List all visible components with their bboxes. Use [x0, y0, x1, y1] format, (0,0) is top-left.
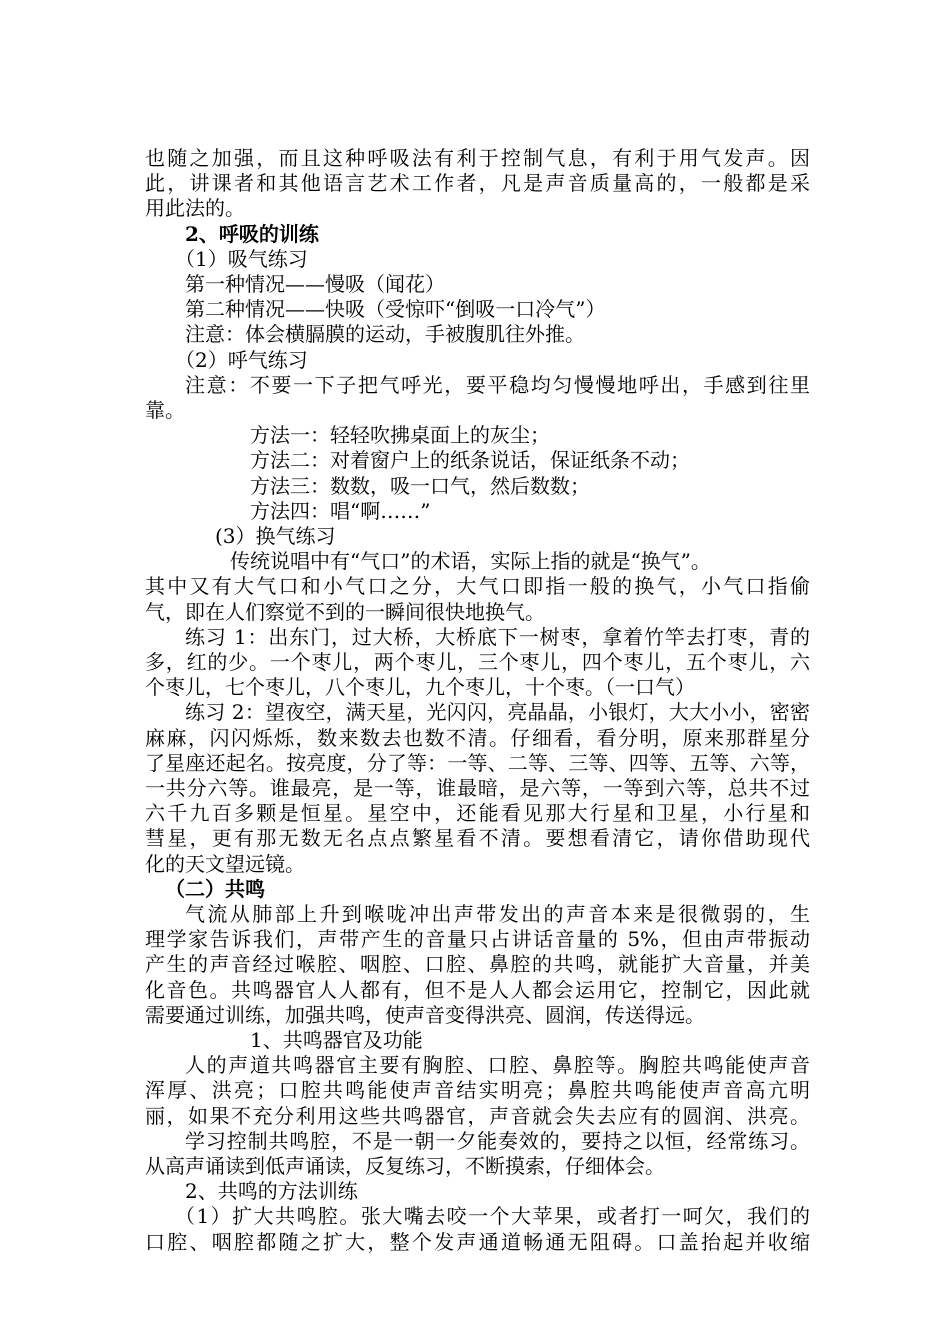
text-line: 彗星，更有那无数无名点点繁星看不清。要想看清它，请你借助现代 — [145, 826, 810, 851]
text-line: 方法一：轻轻吹拂桌面上的灰尘； — [250, 423, 550, 448]
text-line: （1）吸气练习 — [175, 246, 308, 271]
text-line: 1、共鸣器官及功能 — [250, 1028, 423, 1052]
text-line: 练习 2：望夜空，满天星，光闪闪，亮晶晶，小银灯，大大小小，密密 — [185, 700, 810, 725]
text-line: 理学家告诉我们，声带产生的音量只占讲话音量的 5%，但由声带振动 — [145, 927, 810, 952]
text-line: 一共分六等。谁最亮，是一等，谁最暗，是六等，一等到六等，总共不过 — [145, 776, 810, 800]
text-line: 产生的声音经过喉腔、咽腔、口腔、鼻腔的共鸣，就能扩大音量，并美 — [145, 952, 810, 977]
text-line: 方法四：唱“啊……” — [250, 498, 431, 523]
text-line: 也随之加强，而且这种呼吸法有利于控制气息，有利于用气发声。因 — [145, 146, 810, 170]
text-line: 丽，如果不充分利用这些共鸣器官，声音就会失去应有的圆润、洪亮。 — [145, 1103, 810, 1128]
text-line: 人的声道共鸣器官主要有胸腔、口腔、鼻腔等。胸腔共鸣能使声音 — [185, 1053, 810, 1078]
text-line: (3）换气练习 — [215, 524, 336, 548]
text-line: 传统说唱中有“气口”的术语，实际上指的就是“换气”。 — [230, 549, 711, 574]
text-line: 方法三：数数，吸一口气，然后数数； — [250, 473, 590, 498]
text-line: 从高声诵读到低声诵读，反复练习，不断摸索，仔细体会。 — [145, 1154, 665, 1178]
text-line: 口腔、咽腔都随之扩大，整个发声通道畅通无阻碍。口盖抬起并收缩 — [145, 1229, 810, 1254]
text-line: 了星座还起名。按亮度，分了等：一等、二等、三等、四等、五等、六等， — [145, 750, 810, 775]
text-line: 第一种情况——慢吸（闻花） — [185, 272, 445, 296]
text-line: 麻麻，闪闪烁烁，数来数去也数不清。仔细看，看分明，原来那群星分 — [145, 725, 810, 750]
text-line: 个枣儿，七个枣儿，八个枣儿，九个枣儿，十个枣。（一口气） — [145, 675, 695, 700]
text-line: （2）呼气练习 — [175, 347, 308, 372]
text-line: 练习 1：出东门，过大桥，大桥底下一树枣，拿着竹竿去打枣，青的 — [185, 624, 810, 649]
text-line: 2、呼吸的训练 — [185, 221, 319, 246]
text-line: 其中又有大气口和小气口之分，大气口即指一般的换气，小气口指偷 — [145, 574, 810, 599]
text-line: 此，讲课者和其他语言艺术工作者，凡是声音质量高的，一般都是采 — [145, 171, 810, 196]
text-line: 气，即在人们察觉不到的一瞬间很快地换气。 — [145, 599, 545, 624]
text-line: 多，红的少。一个枣儿，两个枣儿，三个枣儿，四个枣儿，五个枣儿，六 — [145, 650, 810, 674]
text-line: 需要通过训练，加强共鸣，使声音变得洪亮、圆润，传送得远。 — [145, 1002, 705, 1027]
text-line: 化音色。共鸣器官人人都有，但不是人人都会运用它，控制它，因此就 — [145, 977, 810, 1002]
text-line: 浑厚、洪亮；口腔共鸣能使声音结实明亮；鼻腔共鸣能使声音高亢明 — [145, 1078, 810, 1103]
text-line: 六千九百多颗是恒星。星空中，还能看见那大行星和卫星，小行星和 — [145, 801, 810, 826]
text-line: 注意：不要一下子把气呼光，要平稳均匀慢慢地呼出，手感到往里 — [185, 372, 810, 397]
text-line: 学习控制共鸣腔，不是一朝一夕能奏效的，要持之以恒，经常练习。 — [185, 1128, 810, 1153]
text-line: 注意：体会横膈膜的运动，手被腹肌往外推。 — [185, 322, 585, 347]
text-line: 用此法的。 — [145, 196, 245, 221]
text-line: （1）扩大共鸣腔。张大嘴去咬一个大苹果，或者打一呵欠，我们的 — [175, 1204, 810, 1229]
text-line: 靠。 — [145, 398, 185, 422]
text-line: 方法二：对着窗户上的纸条说话，保证纸条不动； — [250, 448, 690, 473]
text-line: 气流从肺部上升到喉咙冲出声带发出的声音本来是很微弱的，生 — [185, 902, 810, 926]
text-line: 第二种情况——快吸（受惊吓“倒吸一口冷气”） — [185, 297, 606, 322]
text-line: 2、共鸣的方法训练 — [185, 1179, 358, 1204]
text-line: 化的天文望远镜。 — [145, 851, 305, 876]
text-line: （二）共鸣 — [165, 876, 265, 901]
